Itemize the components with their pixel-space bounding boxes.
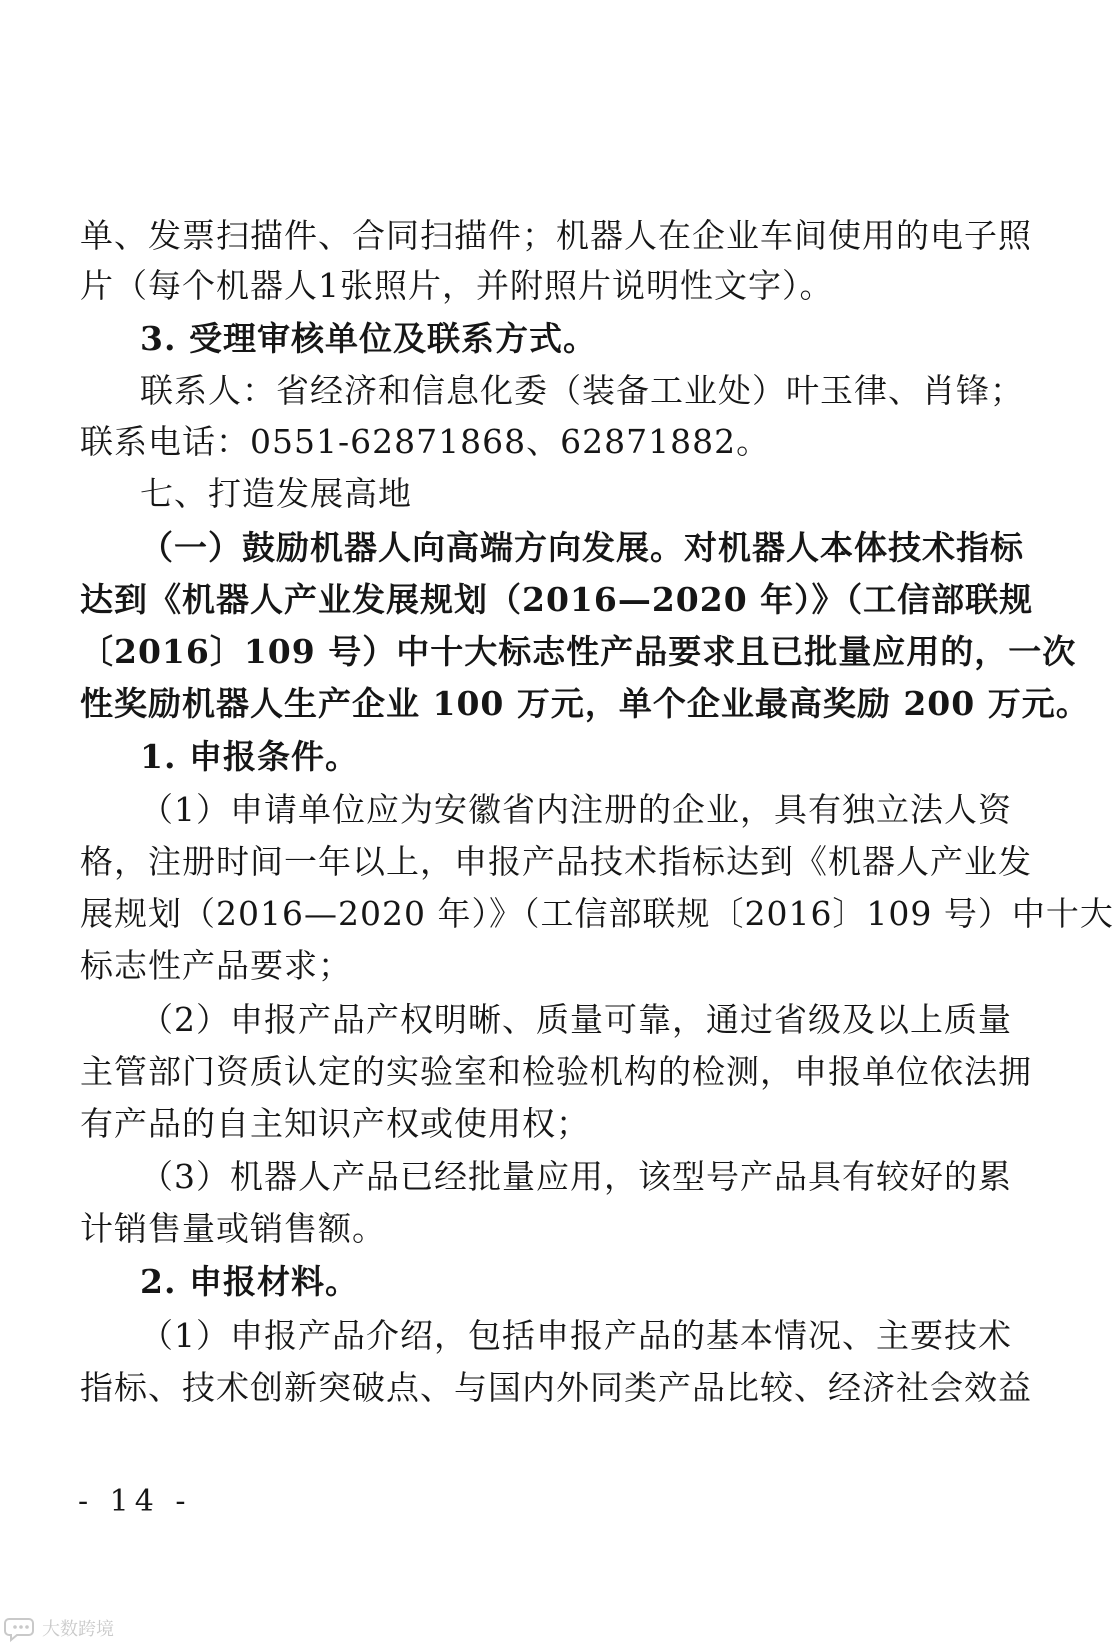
policy-line: （一）鼓励机器人向高端方向发展。对机器人本体技术指标: [140, 528, 1024, 567]
page-number: - 14 -: [78, 1484, 192, 1519]
text-line: 有产品的自主知识产权或使用权；: [80, 1104, 590, 1143]
text-line: 单、发票扫描件、合同扫描件；机器人在企业车间使用的电子照: [80, 216, 1032, 255]
watermark: [4, 1612, 114, 1644]
text-line: （1）申报产品介绍，包括申报产品的基本情况、主要技术: [140, 1316, 1012, 1355]
policy-line: 性奖励机器人生产企业 100 万元，单个企业最高奖励 200 万元。: [80, 684, 1090, 723]
section-heading: 3. 受理审核单位及联系方式。: [140, 319, 597, 358]
text-line: 主管部门资质认定的实验室和检验机构的检测，申报单位依法拥: [80, 1052, 1032, 1091]
section-heading: 2. 申报材料。: [140, 1262, 359, 1301]
watermark-text: 大数跨境: [42, 1619, 114, 1640]
phone-line: 联系电话：0551-62871868、62871882。: [80, 422, 771, 461]
text-line: （1）申请单位应为安徽省内注册的企业，具有独立法人资: [140, 790, 1012, 829]
text-line: （3）机器人产品已经批量应用，该型号产品具有较好的累: [140, 1157, 1012, 1196]
section-heading: 1. 申报条件。: [140, 737, 359, 776]
text-line: 标志性产品要求；: [80, 946, 352, 985]
text-line: 展规划（2016—2020 年）》（工信部联规〔2016〕109 号）中十大: [80, 894, 1114, 933]
text-line: 计销售量或销售额。: [80, 1209, 386, 1248]
text-line: 指标、技术创新突破点、与国内外同类产品比较、经济社会效益: [80, 1368, 1032, 1407]
contact-line: 联系人：省经济和信息化委（装备工业处）叶玉律、肖锋；: [140, 371, 1024, 410]
speech-bubble-logo-icon: [4, 1615, 38, 1641]
text-line: 片（每个机器人1张照片，并附照片说明性文字）。: [80, 266, 834, 305]
text-line: （2）申报产品产权明晰、质量可靠，通过省级及以上质量: [140, 1000, 1012, 1039]
policy-line: 达到《机器人产业发展规划（2016—2020 年）》（工信部联规: [80, 580, 1034, 619]
policy-line: 〔2016〕109 号）中十大标志性产品要求且已批量应用的，一次: [80, 632, 1077, 671]
text-line: 格，注册时间一年以上，申报产品技术指标达到《机器人产业发: [80, 842, 1032, 881]
chapter-heading: 七、打造发展高地: [140, 474, 412, 513]
